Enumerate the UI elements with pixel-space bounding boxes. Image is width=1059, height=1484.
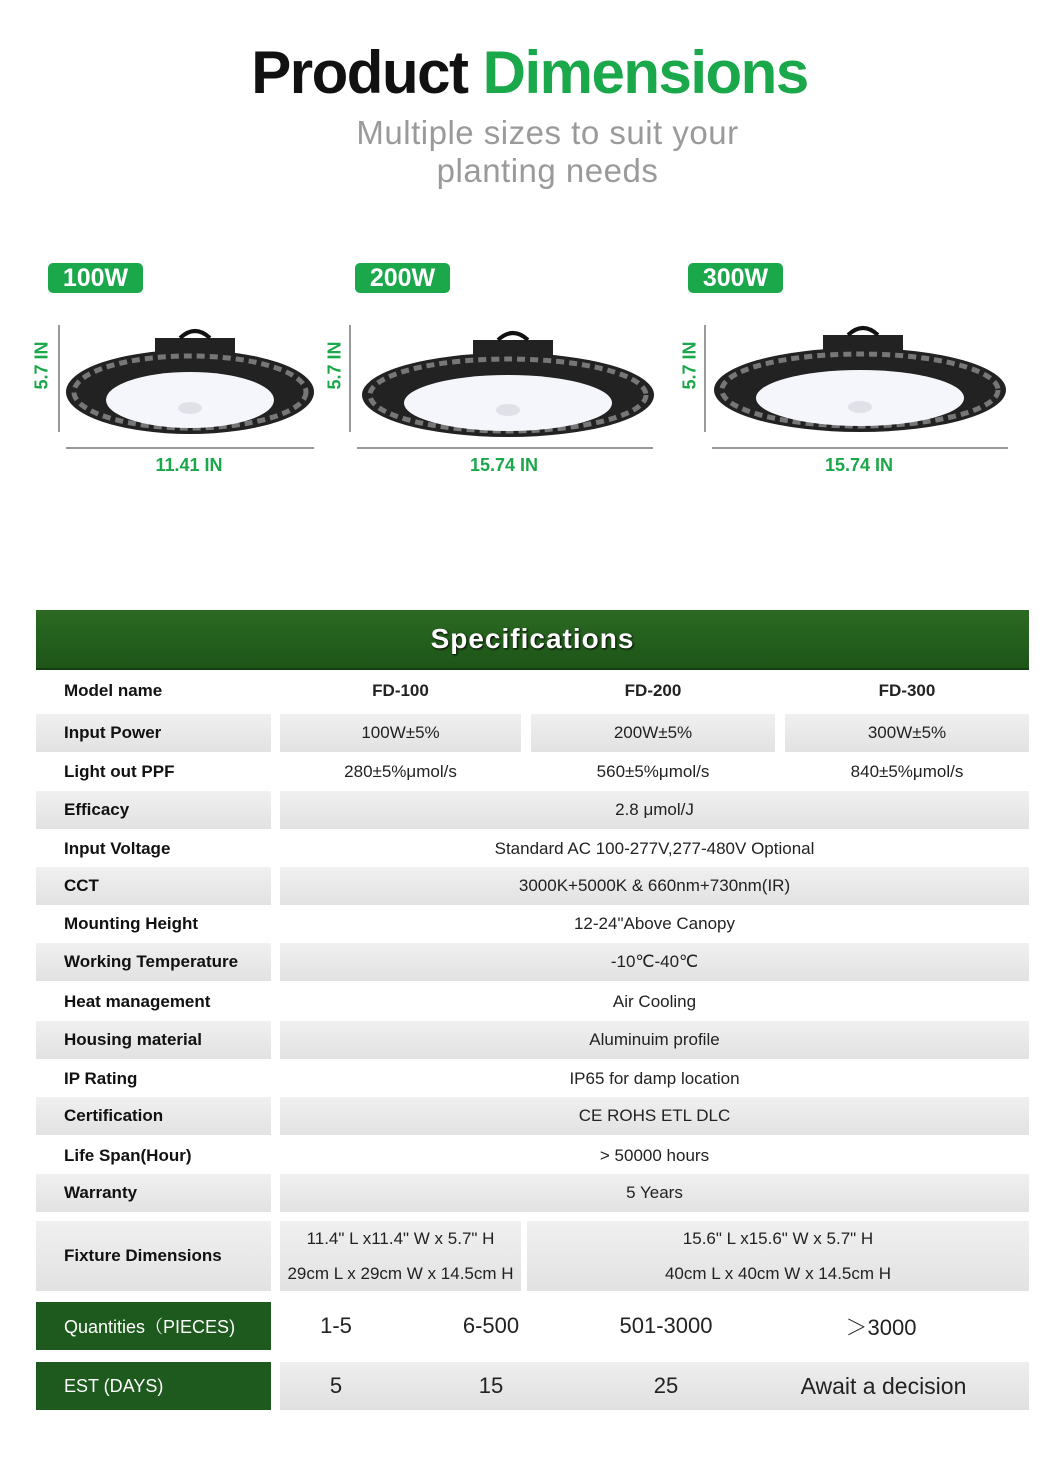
specifications-header: Specifications: [36, 610, 1029, 670]
row-working-temperature: Working Temperature -10℃-40℃: [36, 943, 1029, 981]
width-label: 11.41 IN: [155, 455, 223, 475]
width-label: 15.74 IN: [824, 455, 894, 475]
width-label: 15.74 IN: [469, 455, 539, 475]
badge-200w: 200W: [355, 263, 450, 293]
row-ppf: Light out PPF 280±5%μmol/s 560±5%μmol/s 840±5%μmol/s: [64, 761, 964, 781]
lamp-image: [698, 320, 1018, 455]
height-label: 5.7 IN: [324, 341, 345, 390]
fixture-large: 15.6" L x15.6" W x 5.7" H 40cm L x 40cm W x 14.5cm H: [527, 1221, 1029, 1291]
fixture-small: 11.4" L x11.4" W x 5.7" H 29cm L x 29cm W x 14.5cm H: [280, 1221, 521, 1291]
row-input-power: Input Power 100W±5% 200W±5% 300W±5%: [36, 714, 1029, 752]
height-label: 5.7 IN: [31, 341, 52, 390]
height-label: 5.7 IN: [679, 341, 700, 390]
page-title: Product Dimensions: [251, 39, 808, 106]
row-efficacy: Efficacy 2.8 μmol/J: [36, 791, 1029, 829]
row-heat-management: Heat management Air Cooling: [64, 992, 697, 1011]
row-mounting-height: Mounting Height 12-24"Above Canopy: [64, 913, 736, 933]
row-est-days: EST (DAYS) 5 15 25 Await a decision: [36, 1362, 1029, 1410]
row-cct: CCT 3000K+5000K & 660nm+730nm(IR): [36, 867, 1029, 905]
lamp-image: [50, 320, 320, 455]
row-fixture-dimensions: Fixture Dimensions 11.4" L x11.4" W x 5.7" H 29cm L x 29cm W x 14.5cm H 15.6" L x15.6" W x 5.7" H 40cm L x 40cm W x 14.5cm H: [36, 1221, 1029, 1291]
badge-100w: 100W: [48, 263, 143, 293]
row-model-name: Model name FD-100 FD-200 FD-300: [64, 681, 936, 700]
row-warranty: Warranty 5 Years: [36, 1174, 1029, 1212]
row-life-span: Life Span(Hour) > 50000 hours: [64, 1145, 710, 1165]
row-ip-rating: IP Rating IP65 for damp location: [64, 1068, 740, 1088]
subtitle: Multiple sizes to suit your planting needs: [356, 114, 739, 189]
row-quantities: Quantities（PIECES) 1-5 6-500 501-3000 ＞3000: [36, 1302, 1029, 1350]
row-housing-material: Housing material Aluminuim profile: [36, 1021, 1029, 1059]
lamp-image: [343, 320, 663, 455]
row-certification: Certification CE ROHS ETL DLC: [36, 1097, 1029, 1135]
badge-300w: 300W: [688, 263, 783, 293]
row-input-voltage: Input Voltage Standard AC 100-277V,277-480V Optional: [64, 838, 815, 858]
